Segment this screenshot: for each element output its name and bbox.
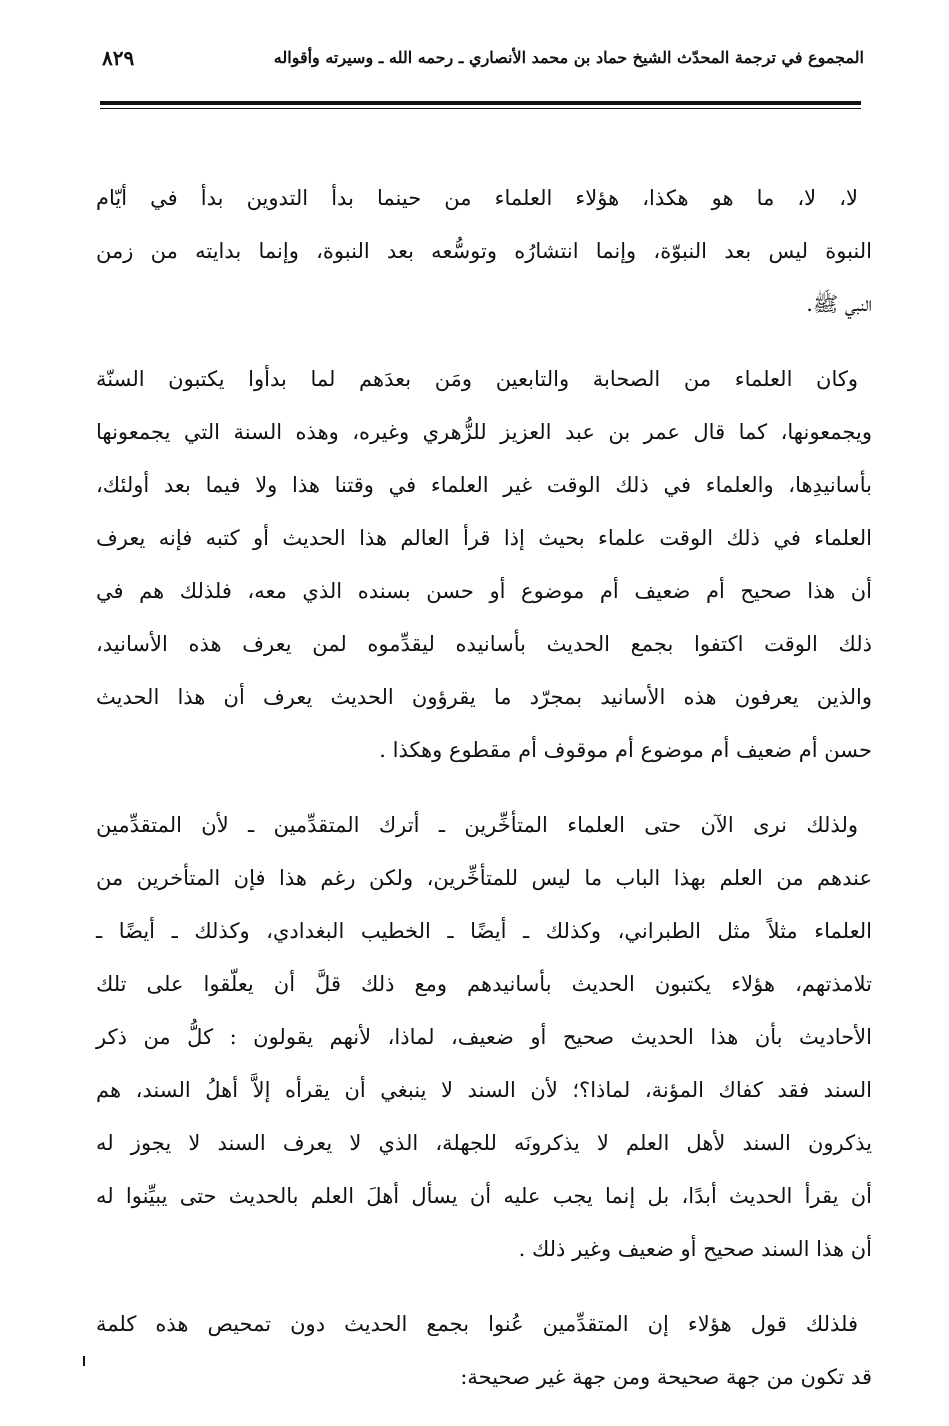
text-line: العلماء في ذلك الوقت علماء بحيث إذا قرأ العالم هذا الحديث أو كتبه فإنه يعرف (96, 526, 872, 550)
text-line: أن هذا السند صحيح أو ضعيف وغير ذلك . (518, 1237, 872, 1261)
text-line: حسن أم ضعيف أم موضوع أم موقوف أم مقطوع وهكذا . (379, 738, 872, 762)
text-line: والذين يعرفون هذه الأسانيد بمجرّد ما يقرؤون الحديث يعرف أن هذا الحديث (96, 685, 872, 709)
running-header (96, 44, 864, 84)
text-line: ويجمعونها، كما قال عمر بن عبد العزيز للزُّهري وغيره، وهذه السنة التي يجمعونها (96, 420, 872, 444)
text-line: أن هذا صحيح أم ضعيف أم موضوع أو حسن بسنده الذي معه، فلذلك هم في (96, 579, 872, 603)
page-number: ٨٢٩ (102, 46, 135, 70)
text-line: وكان العلماء من الصحابة والتابعين ومَن بعدَهم لما بدأوا يكتبون السنّة (96, 367, 858, 391)
text-line: العلماء مثلاً مثل الطبراني، وكذلك ـ أيضًا ـ الخطيب البغدادي، وكذلك ـ أيضًا ـ (96, 919, 872, 943)
body-text (96, 172, 872, 1426)
text-line: بأسانيدِها، والعلماء في ذلك الوقت غير العلماء في وقتنا هذا ولا فيما بعد أولئك، (96, 473, 872, 497)
paragraph (96, 353, 872, 777)
text-line: قد تكون من جهة صحيحة ومن جهة غير صحيحة: (460, 1365, 872, 1389)
header-rule-thin (100, 108, 861, 109)
text-line: ولذلك نرى الآن حتى العلماء المتأخِّرين ـ أترك المتقدِّمين ـ لأن المتقدِّمين (96, 813, 858, 837)
text-line: تلامذتهم، هؤلاء يكتبون الحديث بأسانيدهم ومع ذلك قلَّ أن يعلّقوا على تلك (96, 972, 872, 996)
paragraph (96, 172, 872, 331)
paragraph (96, 799, 872, 1276)
text-line: ذلك الوقت اكتفوا بجمع الحديث بأسانيده ليقدِّموه لمن يعرف هذه الأسانيد، (96, 632, 872, 656)
text-line: الأحاديث بأن هذا الحديث صحيح أو ضعيف، لماذا، لأنهم يقولون : كلُّ من ذكر (96, 1025, 872, 1049)
text-line: يذكرون السند لأهل العلم لا يذكرونَه للجهلة، الذي لا يعرف السند لا يجوز له (96, 1131, 872, 1155)
text-line: عندهم من العلم بهذا الباب ما ليس للمتأخِّرين، ولكن رغم هذا فإن المتأخرين من (96, 866, 872, 890)
text-line: فلذلك قول هؤلاء إن المتقدِّمين عُنوا بجمع الحديث دون تمحيص هذه كلمة (96, 1312, 858, 1336)
text-line: السند فقد كفاك المؤنة، لماذا؟؛ لأن السند لا ينبغي أن يقرأه إلاَّ أهلُ السند، هم (96, 1078, 872, 1102)
text-line: أن يقرأ الحديث أبدًا، بل إنما يجب عليه أن يسأل أهلَ العلم بالحديث حتى يبيِّنوا له (96, 1184, 872, 1208)
text-line: النبوة ليس بعد النبوّة، وإنما انتشارُه وتوسُّعه بعد النبوة، وإنما بدايته من زمن (96, 239, 872, 263)
header-rule-thick (100, 101, 861, 105)
text-line: لا، لا، ما هو هكذا، هؤلاء العلماء من حينما بدأ التدوين بدأ في أيّام (96, 186, 858, 210)
header-title: المجموع في ترجمة المحدّث الشيخ حماد بن محمد الأنصاري ـ رحمه الله ـ وسيرته وأقواله (273, 48, 864, 67)
text-line: النبي ﷺ. (806, 292, 872, 316)
page-edge-mark (83, 1356, 85, 1366)
paragraph (96, 1298, 872, 1404)
